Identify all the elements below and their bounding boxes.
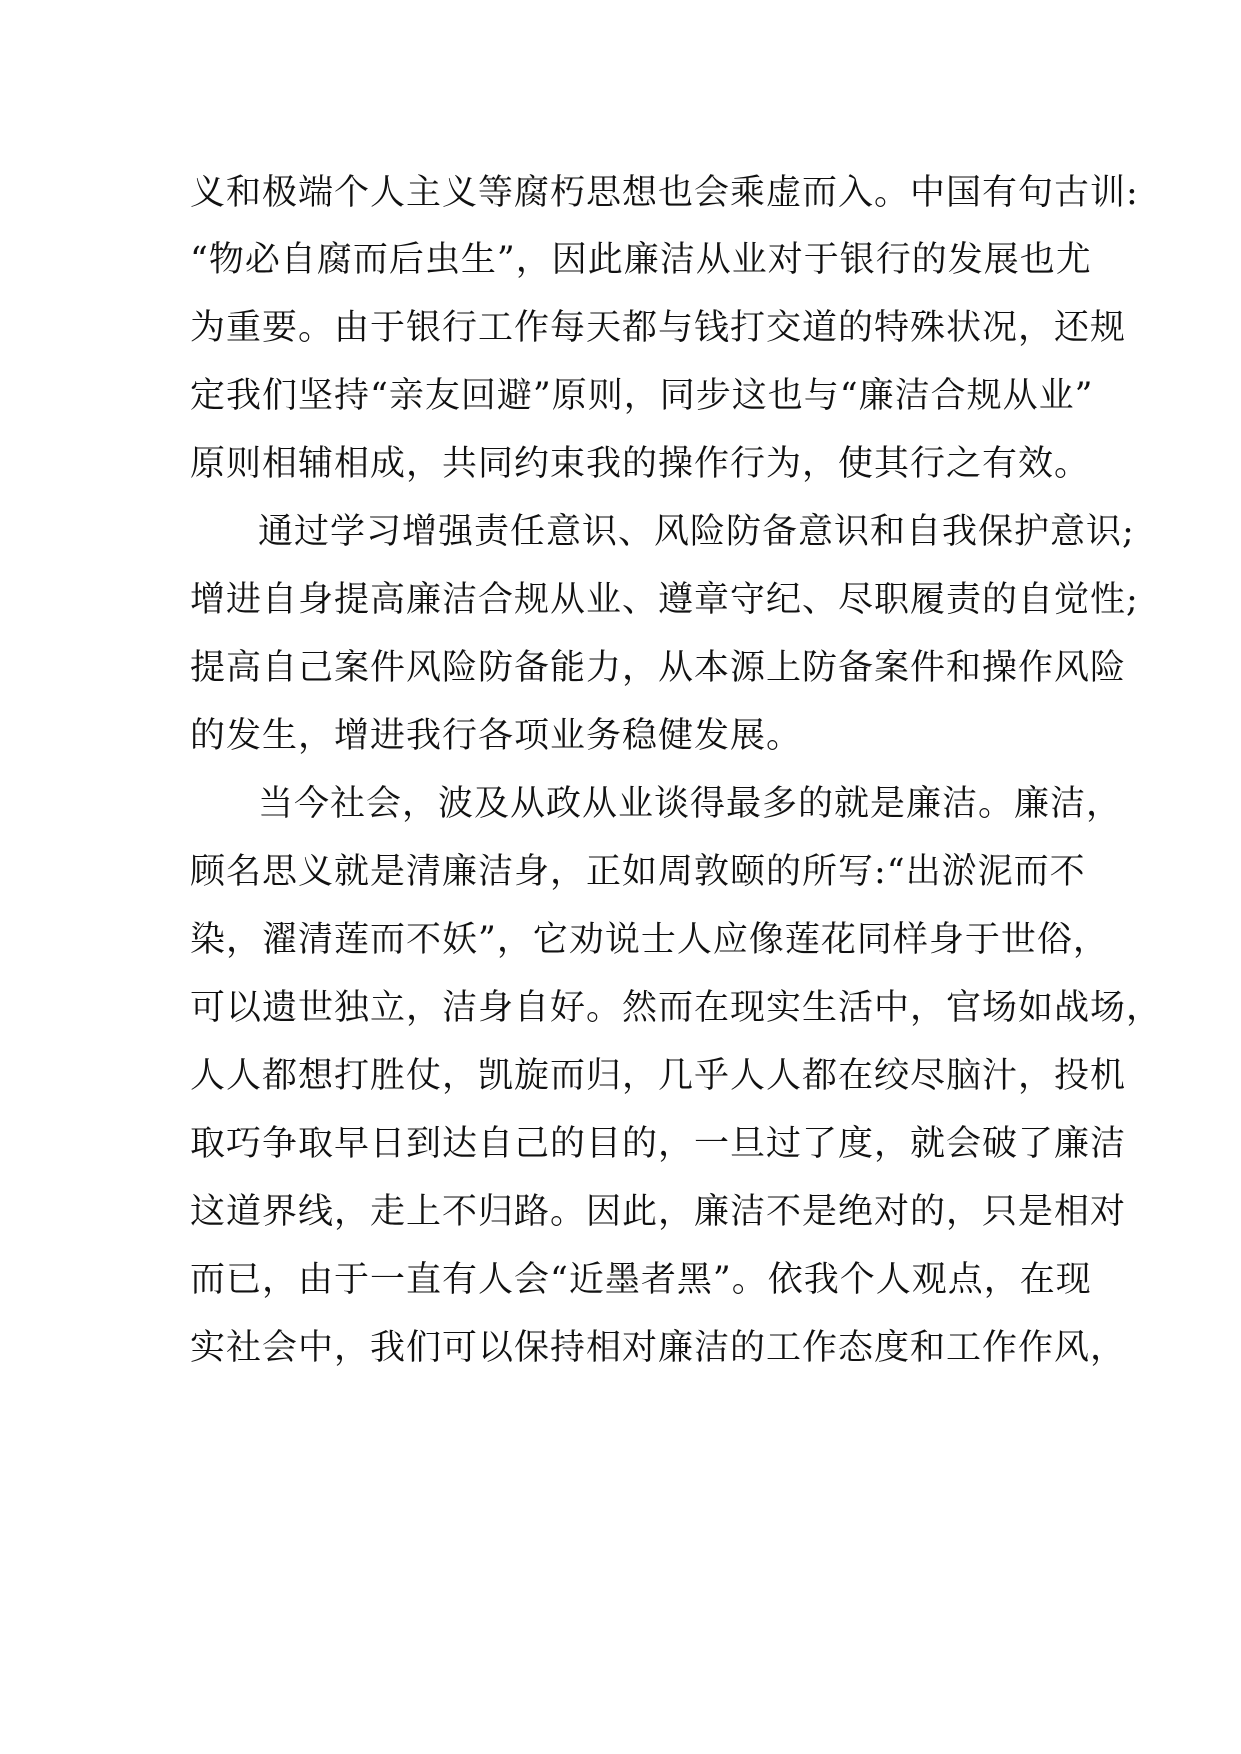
text-line: 的发生，增进我行各项业务稳健发展。 xyxy=(190,716,803,756)
text-line: 染，濯清莲而不妖”，它劝说士人应像莲花同样身于世俗， xyxy=(190,920,1109,960)
text-line: 取巧争取早日到达自己的目的，一旦过了度，就会破了廉洁 xyxy=(190,1124,1127,1164)
text-line: 人人都想打胜仗，凯旋而归，几乎人人都在绞尽脑汁，投机 xyxy=(190,1056,1127,1096)
text-line: 这道界线，走上不归路。因此，廉洁不是绝对的，只是相对 xyxy=(190,1192,1127,1232)
text-line: 当今社会，波及从政从业谈得最多的就是廉洁。廉洁， xyxy=(258,784,1123,824)
text-line: 而已，由于一直有人会“近墨者黑”。依我个人观点，在现 xyxy=(190,1260,1092,1300)
text-line: 顾名思义就是清廉洁身，正如周敦颐的所写:“出淤泥而不 xyxy=(190,852,1086,892)
text-line: 通过学习增强责任意识、风险防备意识和自我保护意识; xyxy=(258,512,1135,552)
text-line: 增进自身提高廉洁合规从业、遵章守纪、尽职履责的自觉性; xyxy=(190,580,1139,620)
text-line: 定我们坚持“亲友回避”原则，同步这也与“廉洁合规从业” xyxy=(190,376,1094,416)
text-line: 实社会中，我们可以保持相对廉洁的工作态度和工作作风， xyxy=(190,1328,1127,1368)
text-line: 可以遗世独立，洁身自好。然而在现实生活中，官场如战场， xyxy=(190,988,1163,1028)
text-line: 义和极端个人主义等腐朽思想也会乘虚而入。中国有句古训: xyxy=(190,173,1139,213)
text-line: 为重要。由于银行工作每天都与钱打交道的特殊状况，还规 xyxy=(190,308,1127,348)
text-line: 原则相辅相成，共同约束我的操作行为，使其行之有效。 xyxy=(190,444,1091,484)
text-line: 提高自己案件风险防备能力，从本源上防备案件和操作风险 xyxy=(190,648,1127,688)
text-line: “物必自腐而后虫生”，因此廉洁从业对于银行的发展也尤 xyxy=(190,240,1092,280)
